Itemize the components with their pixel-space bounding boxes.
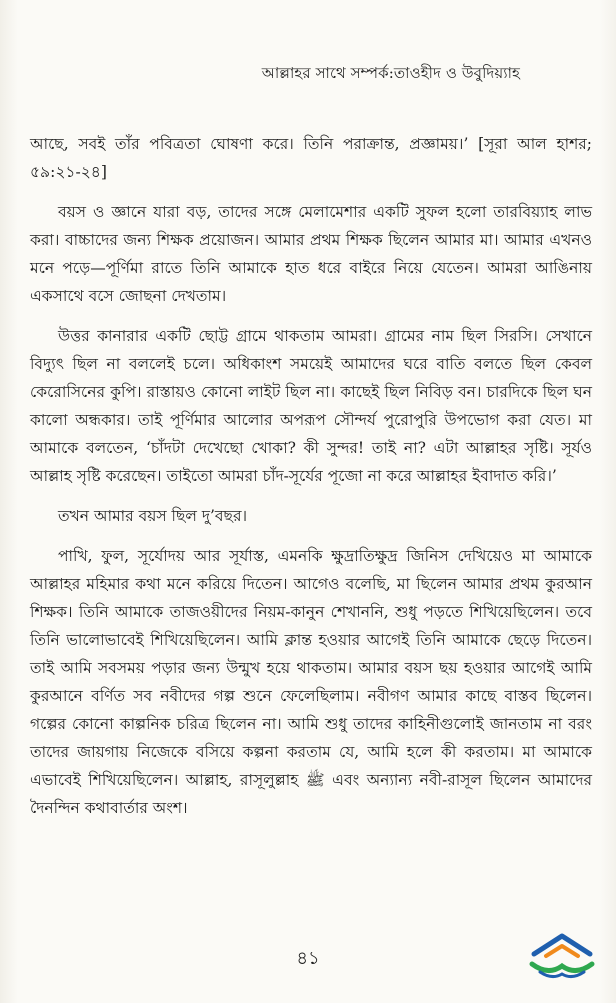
page-number: ৪১	[296, 948, 320, 969]
body-text	[30, 130, 592, 822]
paragraph-1: আছে, সবই তাঁর পবিত্রতা ঘোষণা করে। তিনি পরাক্রান্ত, প্রজ্ঞাময়।’ [সূরা আল হাশর; ৫৯:২১-২৪]	[30, 135, 592, 181]
paragraph-3: উত্তর কানারার একটি ছোট্ট গ্রামে থাকতাম আমরা। গ্রামের নাম ছিল সিরসি। সেখানে বিদ্যুৎ ছিল না বললেই চলে। অধিকাংশ সময়েই আমাদের ঘরে বাতি বলতে ছিল কেবল কেরোসিনের কুপি। রাস্তায়ও কোনো লাইট ছিল না। কাছেই ছিল নিবিড় বন। চারদিকে ছিল ঘন কালো অন্ধকার। তাই পূর্ণিমার আলোর অপরূপ সৌন্দর্য পুরোপুরি উপভোগ করা যেত। মা আমাকে বলতেন, ‘চাঁদটা দেখেছো খোকা? কী সুন্দর! তাই না? এটা আল্লাহর সৃষ্টি। সূর্যও আল্লাহ সৃষ্টি করেছেন। তাইতো আমরা চাঁদ-সূর্যের পূজো না করে আল্লাহর ইবাদাত করি।’	[30, 327, 592, 485]
paragraph-5: পাখি, ফুল, সূর্যোদয় আর সূর্যাস্ত, এমনকি ক্ষুদ্রাতিক্ষুদ্র জিনিস দেখিয়েও মা আমাকে আল্লাহর মহিমার কথা মনে করিয়ে দিতেন। আগেও বলেছি, মা ছিলেন আমার প্রথম কুরআন শিক্ষক। তিনি আমাকে তাজওয়ীদের নিয়ম-কানুন শেখাননি, শুধু পড়তে শিখিয়েছিলেন। তবে তিনি ভালোভাবেই শিখিয়েছিলেন। আমি ক্লান্ত হওয়ার আগেই তিনি আমাকে ছেড়ে দিতেন। তাই আমি সবসময় পড়ার জন্য উন্মুখ হয়ে থাকতাম। আমার বয়স ছয় হওয়ার আগেই আমি কুরআনে বর্ণিত সব নবীদের গল্প শুনে ফেলেছিলাম। নবীগণ আমার কাছে বাস্তব ছিলেন। গল্পের কোনো কাল্পনিক চরিত্র ছিলেন না। আমি শুধু তাদের কাহিনীগুলোই জানতাম না বরং তাদের জায়গায় নিজেকে বসিয়ে কল্পনা করতাম যে, আমি হলে কী করতাম। মা আমাকে এভাবেই শিখিয়েছিলেন। আল্লাহ, রাসূলুল্লাহ ﷺ এবং অন্যান্য নবী-রাসূল ছিলেন আমাদের দৈনন্দিন কথাবার্তার অংশ।	[30, 547, 592, 817]
paragraph-4: তখন আমার বয়স ছিল দু’বছর।	[58, 507, 248, 525]
publisher-logo-icon	[526, 932, 598, 982]
paragraph-2: বয়স ও জ্ঞানে যারা বড়, তাদের সঙ্গে মেলামেশার একটি সুফল হলো তারবিয়্যাহ লাভ করা। বাচ্চাদের জন্য শিক্ষক প্রয়োজন। আমার প্রথম শিক্ষক ছিলেন আমার মা। আমার এখনও মনে পড়ে—পূর্ণিমা রাতে তিনি আমাকে হাত ধরে বাইরে নিয়ে যেতেন। আমরা আঙিনায় একসাথে বসে জোছনা দেখতাম।	[30, 203, 592, 305]
running-header: আল্লাহর সাথে সম্পর্ক:তাওহীদ ও উবুদিয়্যাহ	[261, 64, 520, 82]
